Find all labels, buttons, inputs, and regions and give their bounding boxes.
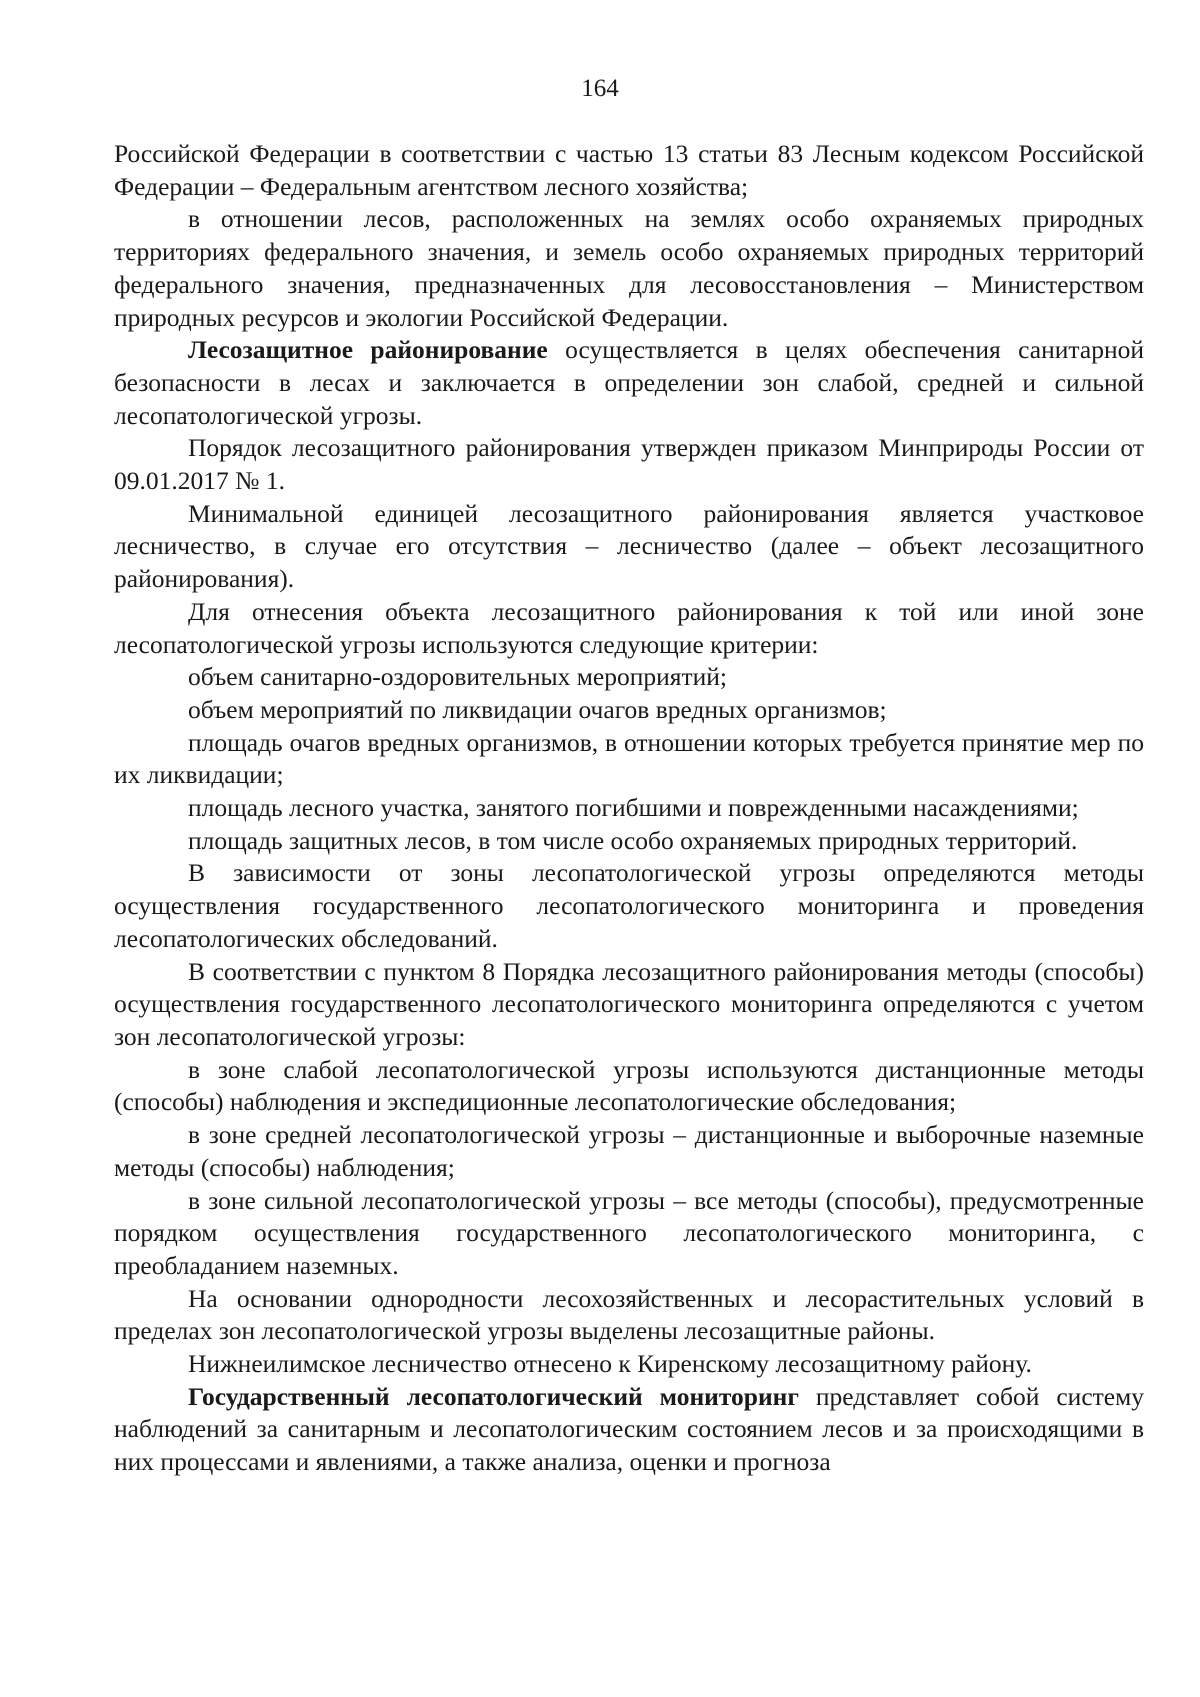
paragraph: Государственный лесопатологический мониторинг представляет собой систему наблюдений за санитарным и лесопатологическим состоянием лесов и за происходящими в них процессами и явлениями, а также анализа, оценки и прогноза [114,1381,1144,1477]
paragraph: Порядок лесозащитного районирования утвержден приказом Минприроды России от 09.01.2017 № 1. [114,433,1144,496]
list-paragraph: объем санитарно-оздоровительных мероприятий; [188,662,727,692]
document-body [114,138,1144,1479]
list-paragraph: площадь защитных лесов, в том числе особо охраняемых природных территорий. [188,825,1078,855]
paragraph: На основании однородности лесохозяйственных и лесорастительных условий в пределах зон лесопатологической угрозы выделены лесозащитные районы. [114,1283,1144,1346]
bold-term: Лесозащитное районирование [188,335,548,365]
list-paragraph: в зоне слабой лесопатологической угрозы используются дистанционные методы (способы) наблюдения и экспедиционные лесопатологические обследования; [114,1054,1144,1117]
paragraph: в отношении лесов, расположенных на землях особо охраняемых природных территориях федерального значения, и земель особо охраняемых природных территорий федерального значения, предназначенных для лесовосстановления – Министерством природных ресурсов и экологии Российской Федерации. [114,204,1144,332]
list-paragraph: площадь очагов вредных организмов, в отношении которых требуется принятие мер по их ликвидации; [114,727,1144,790]
list-paragraph: объем мероприятий по ликвидации очагов вредных организмов; [188,694,887,724]
paragraph-continuation: Российской Федерации в соответствии с частью 13 статьи 83 Лесным кодексом Российской Федерации – Федеральным агентством лесного хозяйства; [114,139,1144,201]
list-paragraph: в зоне средней лесопатологической угрозы – дистанционные и выборочные наземные методы (способы) наблюдения; [114,1120,1144,1182]
paragraph: Лесозащитное районирование осуществляется в целях обеспечения санитарной безопасности в лесах и заключается в определении зон слабой, средней и сильной лесопатологической угрозы. [114,335,1144,430]
list-paragraph: площадь лесного участка, занятого погибшими и поврежденными насаждениями; [188,793,1079,823]
bold-term: Государственный лесопатологический мониторинг [188,1381,799,1411]
paragraph: Нижнеилимское лесничество отнесено к Киренскому лесозащитному району. [188,1349,1032,1379]
paragraph: Минимальной единицей лесозащитного районирования является участковое лесничество, в случае его отсутствия – лесничество (далее – объект лесозащитного районирования). [114,498,1144,594]
paragraph: В зависимости от зоны лесопатологической угрозы определяются методы осуществления государственного лесопатологического мониторинга и проведения лесопатологических обследований. [114,858,1144,953]
paragraph: В соответствии с пунктом 8 Порядка лесозащитного районирования методы (способы) осуществления государственного лесопатологического мониторинга определяются с учетом зон лесопатологической угрозы: [114,956,1144,1051]
page-number: 164 [581,75,619,102]
paragraph: Для отнесения объекта лесозащитного районирования к той или иной зоне лесопатологической угрозы используются следующие критерии: [114,596,1144,659]
list-paragraph: в зоне сильной лесопатологической угрозы – все методы (способы), предусмотренные порядком осуществления государственного лесопатологического мониторинга, с преобладанием наземных. [114,1185,1144,1280]
